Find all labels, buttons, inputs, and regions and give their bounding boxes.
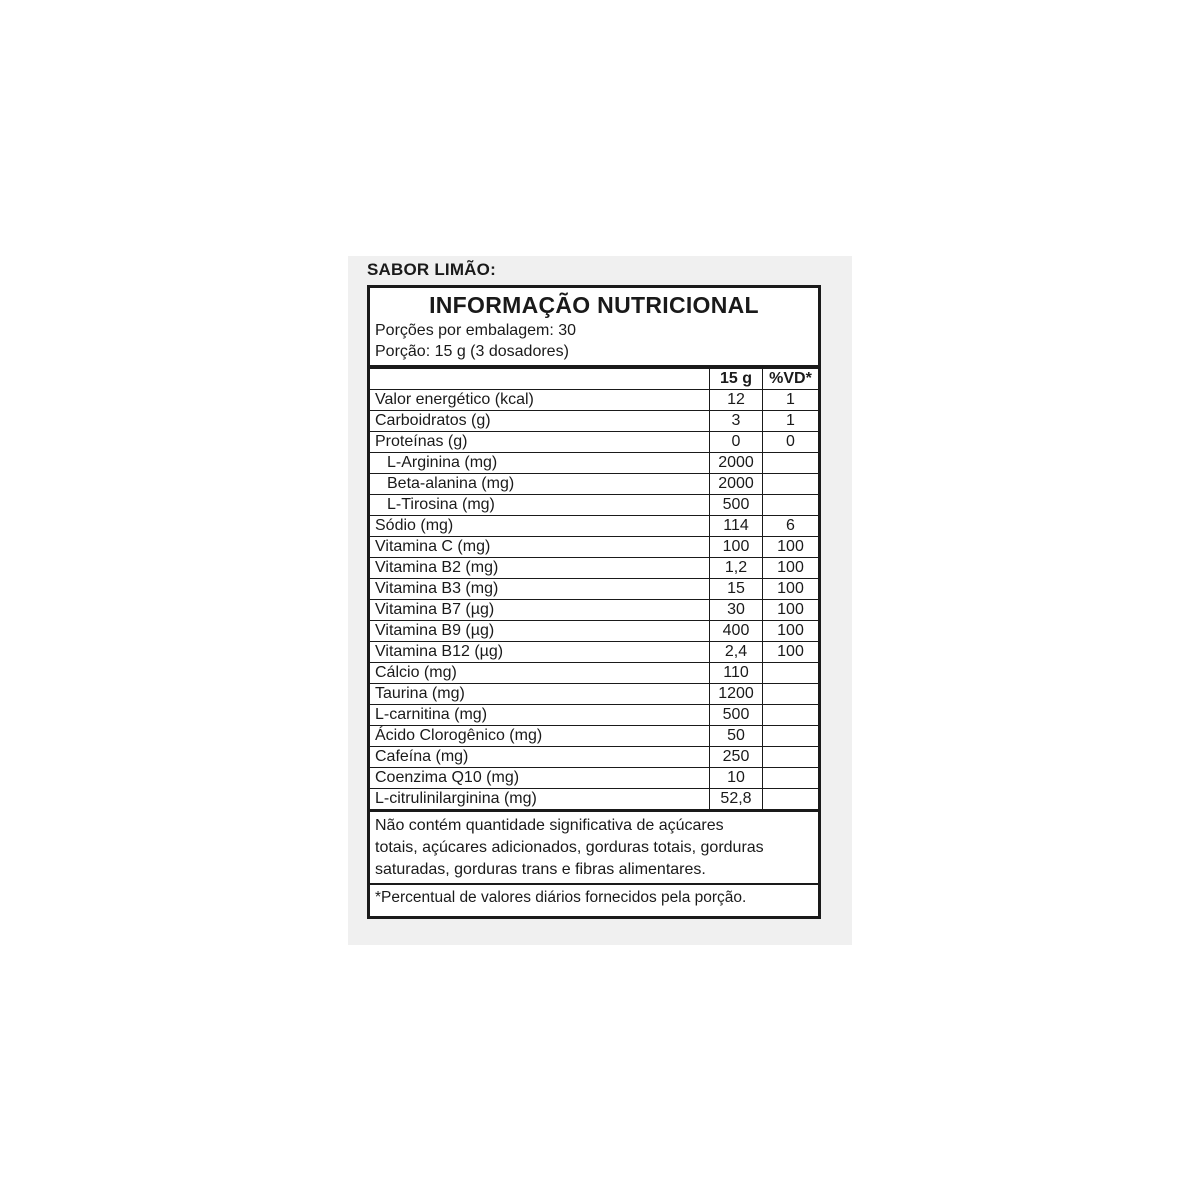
nutrient-dv: [763, 474, 819, 495]
table-row: [370, 663, 818, 684]
nutrient-value: 2,4: [710, 642, 763, 663]
nutrient-name: Cafeína (mg): [370, 747, 710, 768]
nutrient-value: 52,8: [710, 789, 763, 810]
note-line: totais, açúcares adicionados, gorduras totais, gorduras: [375, 839, 764, 856]
header-portion: 15 g: [710, 369, 763, 390]
nutrient-dv: 6: [763, 516, 819, 537]
table-header-row: [370, 369, 818, 390]
nutrient-value: 2000: [710, 474, 763, 495]
nutrient-dv: 100: [763, 558, 819, 579]
nutrient-name: L-Arginina (mg): [370, 453, 710, 474]
label-title: INFORMAÇÃO NUTRICIONAL: [429, 292, 759, 318]
nutrient-dv: [763, 495, 819, 516]
nutrient-dv: [763, 663, 819, 684]
nutrient-table: [370, 369, 818, 809]
nutrient-name: Coenzima Q10 (mg): [370, 768, 710, 789]
nutrient-value: 400: [710, 621, 763, 642]
nutrient-value: 114: [710, 516, 763, 537]
nutrient-dv: 0: [763, 432, 819, 453]
nutrient-name: L-Tirosina (mg): [370, 495, 710, 516]
nutrient-name: Valor energético (kcal): [370, 390, 710, 411]
nutrient-dv: 1: [763, 411, 819, 432]
servings-per-package: Porções por embalagem: 30: [375, 322, 576, 339]
nutrient-value: 12: [710, 390, 763, 411]
nutrient-value: 110: [710, 663, 763, 684]
footnote: *Percentual de valores diários fornecidos pela porção.: [375, 889, 747, 906]
nutrient-dv: [763, 726, 819, 747]
nutrient-dv: 100: [763, 579, 819, 600]
nutrient-name: Beta-alanina (mg): [370, 474, 710, 495]
nutrient-name: Vitamina B9 (µg): [370, 621, 710, 642]
nutrient-dv: [763, 768, 819, 789]
nutrient-value: 500: [710, 495, 763, 516]
nutrient-dv: 100: [763, 600, 819, 621]
table-row: [370, 537, 818, 558]
serving-size: Porção: 15 g (3 dosadores): [375, 343, 569, 360]
table-row: [370, 747, 818, 768]
note-line: saturadas, gorduras trans e fibras alimentares.: [375, 861, 706, 878]
table-row: [370, 474, 818, 495]
nutrient-value: 1,2: [710, 558, 763, 579]
nutrient-name: Taurina (mg): [370, 684, 710, 705]
table-row: [370, 453, 818, 474]
header-dv: %VD*: [763, 369, 819, 390]
table-row: [370, 600, 818, 621]
nutrient-name: Vitamina B12 (µg): [370, 642, 710, 663]
nutrient-dv: [763, 705, 819, 726]
nutrient-name: Vitamina B3 (mg): [370, 579, 710, 600]
table-row: [370, 789, 818, 810]
nutrient-dv: 100: [763, 642, 819, 663]
nutrient-value: 500: [710, 705, 763, 726]
nutrient-value: 50: [710, 726, 763, 747]
nutrient-value: 250: [710, 747, 763, 768]
table-row: [370, 495, 818, 516]
nutrition-facts-label: [367, 285, 821, 919]
table-row: [370, 726, 818, 747]
nutrition-note: [370, 812, 818, 885]
nutrient-dv: 100: [763, 621, 819, 642]
table-row: [370, 432, 818, 453]
nutrient-value: 3: [710, 411, 763, 432]
nutrient-name: Vitamina C (mg): [370, 537, 710, 558]
table-row: [370, 579, 818, 600]
nutrient-value: 0: [710, 432, 763, 453]
nutrient-name: L-carnitina (mg): [370, 705, 710, 726]
nutrient-dv: 1: [763, 390, 819, 411]
nutrient-name: Cálcio (mg): [370, 663, 710, 684]
table-row: [370, 411, 818, 432]
nutrient-name: Vitamina B7 (µg): [370, 600, 710, 621]
nutrient-dv: 100: [763, 537, 819, 558]
nutrient-dv: [763, 789, 819, 810]
nutrient-name: Ácido Clorogênico (mg): [370, 726, 710, 747]
nutrient-name: Vitamina B2 (mg): [370, 558, 710, 579]
header-blank: [370, 369, 710, 390]
nutrient-dv: [763, 747, 819, 768]
table-row: [370, 768, 818, 789]
table-row: [370, 642, 818, 663]
nutrient-name: Sódio (mg): [370, 516, 710, 537]
note-line: Não contém quantidade significativa de açúcares: [375, 817, 724, 834]
nutrient-value: 10: [710, 768, 763, 789]
nutrient-dv: [763, 453, 819, 474]
nutrient-dv: [763, 684, 819, 705]
table-row: [370, 516, 818, 537]
table-row: [370, 684, 818, 705]
table-row: [370, 390, 818, 411]
flavor-label: SABOR LIMÃO:: [367, 260, 496, 279]
nutrient-value: 2000: [710, 453, 763, 474]
nutrient-name: Proteínas (g): [370, 432, 710, 453]
nutrient-value: 30: [710, 600, 763, 621]
nutrient-value: 1200: [710, 684, 763, 705]
nutrient-name: Carboidratos (g): [370, 411, 710, 432]
nutrient-value: 15: [710, 579, 763, 600]
table-row: [370, 705, 818, 726]
table-row: [370, 558, 818, 579]
nutrient-value: 100: [710, 537, 763, 558]
table-row: [370, 621, 818, 642]
nutrient-name: L-citrulinilarginina (mg): [375, 790, 537, 807]
